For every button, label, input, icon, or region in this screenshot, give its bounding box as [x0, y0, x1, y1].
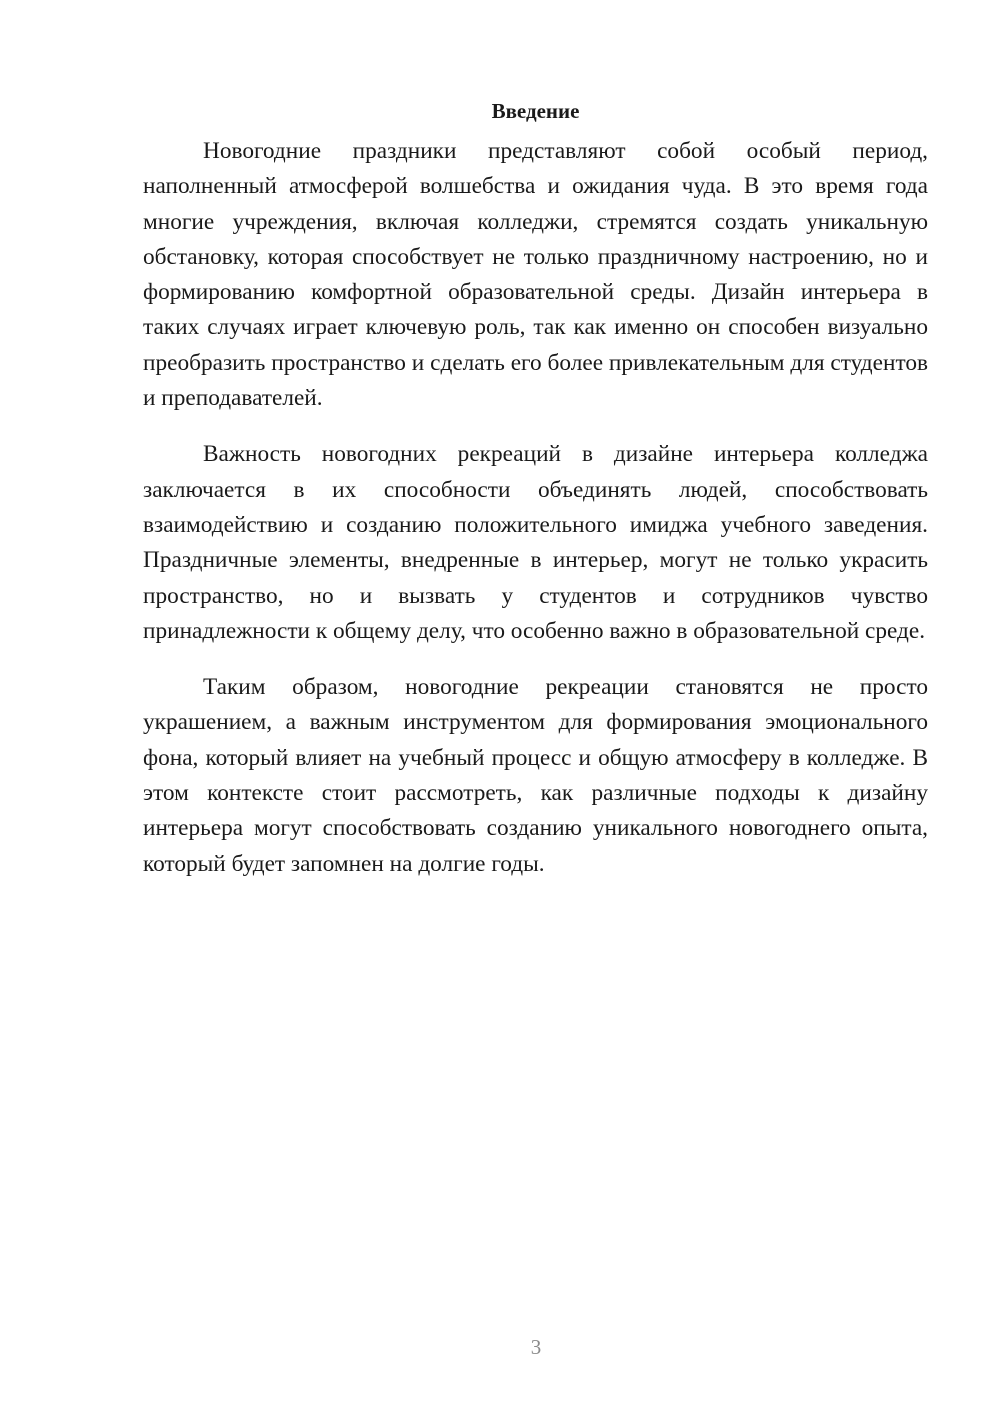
page-number: 3 — [530, 1335, 542, 1359]
page-content — [143, 96, 928, 903]
paragraph-3: Таким образом, новогодние рекреации становятся не просто украшением, а важным инструментом для формирования эмоционального фона, который влияет на учебный процесс и общую атмосферу в колледже. В этом контексте стоит рассмотреть, как различные подходы к дизайну интерьера могут способствовать созданию уникального новогоднего опыта, который будет запомнен на долгие годы. — [143, 674, 928, 877]
paragraph-1: Новогодние праздники представляют собой особый период, наполненный атмосферой волшебства и ожидания чуда. В это время года многие учреждения, включая колледжи, стремятся создать уникальную обстановку, которая способствует не только праздничному настроению, но и формированию комфортной образовательной среды. Дизайн интерьера в таких случаях играет ключевую роль, так как именно он способен визуально преобразить пространство и сделать его более привлекательным для студентов и преподавателей. — [143, 138, 928, 412]
paragraph-2: Важность новогодних рекреаций в дизайне интерьера колледжа заключается в их способности объединять людей, способствовать взаимодействию и созданию положительного имиджа учебного заведения. Праздничные элементы, внедренные в интерьер, могут не только украсить пространство, но и вызвать у студентов и сотрудников чувство принадлежности к общему делу, что особенно важно в образовательной среде. — [143, 441, 928, 644]
section-heading: Введение — [491, 99, 580, 123]
